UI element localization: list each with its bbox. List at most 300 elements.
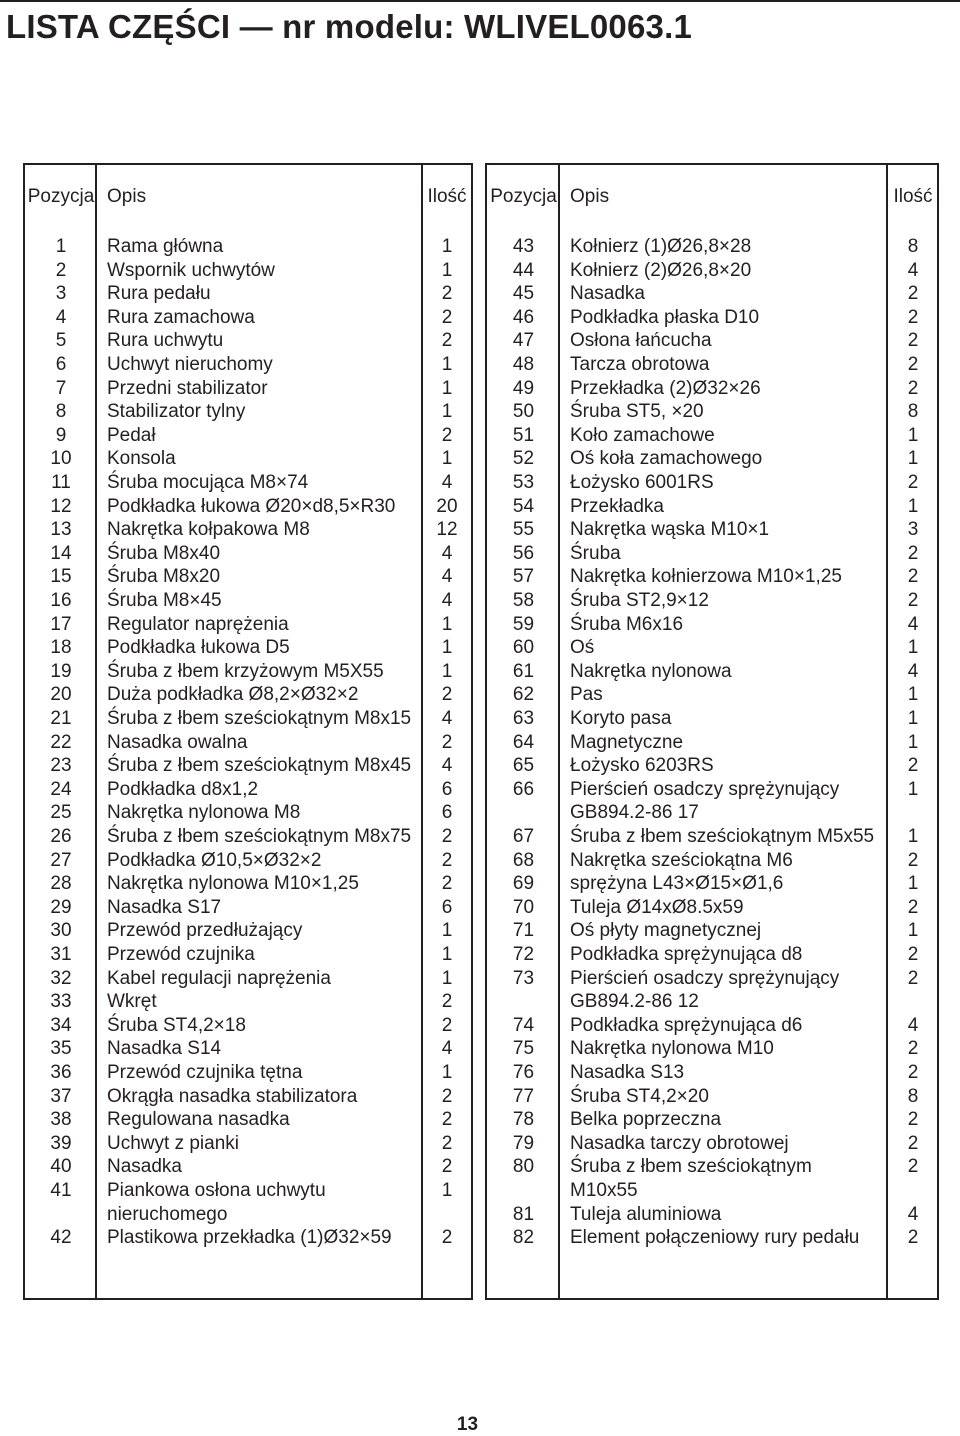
table-row — [487, 377, 937, 401]
description-cell: Podkładka sprężynująca d6 — [570, 1014, 803, 1036]
table-row — [487, 707, 937, 731]
description-cell: Śruba — [570, 542, 621, 564]
quantity-cell: 1 — [441, 401, 453, 423]
quantity-cell: 20 — [436, 495, 458, 517]
table-row — [487, 542, 937, 566]
quantity-cell: 2 — [907, 330, 919, 352]
description-cell: Przewód przedłużający — [107, 920, 303, 942]
table-header — [25, 185, 471, 211]
position-cell: 71 — [512, 920, 535, 942]
description-cell: Podkładka łukowa Ø20×d8,5×R30 — [107, 495, 396, 517]
position-cell: 52 — [512, 448, 535, 470]
position-cell: 7 — [55, 377, 67, 399]
quantity-cell: 1 — [907, 684, 919, 706]
table-row — [25, 282, 471, 306]
description-cell: Oś płyty magnetycznej — [570, 920, 762, 942]
quantity-cell: 4 — [907, 1203, 919, 1225]
position-cell: 9 — [55, 424, 67, 446]
position-cell: 11 — [51, 472, 71, 493]
quantity-cell: 1 — [907, 920, 919, 942]
quantity-cell: 2 — [441, 826, 453, 847]
quantity-cell: 1 — [907, 731, 919, 753]
position-cell: 54 — [512, 495, 535, 517]
description-cell: Duża podkładka Ø8,2×Ø32×2 — [107, 684, 359, 706]
quantity-cell: 1 — [907, 778, 919, 800]
description-cell-continued: nieruchomego — [107, 1203, 228, 1225]
quantity-cell: 4 — [441, 708, 453, 729]
position-cell: 78 — [512, 1109, 535, 1131]
table-row — [487, 1037, 937, 1061]
position-cell: 40 — [50, 1156, 72, 1178]
description-cell: Śruba ST4,2×18 — [107, 1014, 246, 1036]
header-position: Pozycja — [27, 186, 95, 207]
position-cell: 34 — [50, 1014, 72, 1036]
description-cell: Nasadka S13 — [570, 1062, 685, 1083]
description-cell: Nasadka — [107, 1156, 182, 1178]
description-cell: Śruba z łbem krzyżowym M5X55 — [107, 660, 384, 682]
quantity-cell: 4 — [907, 259, 919, 281]
position-cell: 82 — [512, 1227, 535, 1249]
position-cell: 76 — [512, 1062, 535, 1083]
quantity-cell: 1 — [441, 259, 453, 281]
quantity-cell: 2 — [907, 283, 919, 305]
description-cell: Przedni stabilizator — [107, 377, 268, 399]
table-row — [487, 660, 937, 684]
position-cell: 70 — [512, 896, 535, 918]
quantity-cell: 8 — [907, 401, 919, 423]
description-cell: Przewód czujnika tętna — [107, 1062, 303, 1083]
position-cell: 57 — [512, 566, 535, 588]
table-row — [25, 377, 471, 401]
table-row — [487, 1108, 937, 1132]
position-cell: 13 — [50, 519, 72, 541]
quantity-cell: 2 — [907, 755, 919, 777]
position-cell: 62 — [512, 684, 535, 706]
table-row — [25, 967, 471, 991]
header-quantity: Ilość — [893, 186, 933, 207]
description-cell: Kabel regulacji naprężenia — [107, 967, 331, 989]
table-row — [487, 825, 937, 849]
table-row — [487, 1203, 937, 1227]
table-row — [487, 1132, 937, 1156]
table-row — [487, 967, 937, 1014]
quantity-cell: 8 — [907, 1085, 919, 1107]
table-row — [25, 353, 471, 377]
quantity-cell: 2 — [441, 1132, 453, 1154]
table-row — [487, 1226, 937, 1250]
description-cell: Konsola — [107, 448, 176, 470]
quantity-cell: 2 — [441, 873, 453, 895]
header-quantity: Ilość — [427, 186, 467, 207]
table-row — [25, 943, 471, 967]
position-cell: 39 — [50, 1132, 72, 1154]
quantity-cell: 1 — [441, 354, 453, 375]
description-cell: Wkręt — [107, 991, 157, 1013]
position-cell: 77 — [512, 1085, 535, 1107]
position-cell: 36 — [50, 1062, 72, 1083]
position-cell: 61 — [512, 660, 535, 682]
table-row — [487, 1061, 937, 1085]
position-cell: 6 — [55, 354, 67, 375]
description-cell: Tuleja aluminiowa — [570, 1203, 722, 1225]
description-cell: Śruba z łbem sześciokątnym M8x75 — [107, 826, 412, 847]
quantity-cell: 2 — [441, 1156, 453, 1178]
position-cell: 35 — [50, 1038, 72, 1060]
quantity-cell: 2 — [907, 377, 919, 399]
table-row — [25, 731, 471, 755]
description-cell: Koryto pasa — [570, 708, 672, 729]
table-row — [487, 754, 937, 778]
position-cell: 50 — [512, 401, 535, 423]
table-row — [487, 565, 937, 589]
position-cell: 33 — [50, 991, 72, 1013]
description-cell: Kołnierz (1)Ø26,8×28 — [570, 236, 752, 257]
table-row — [487, 636, 937, 660]
position-cell: 81 — [512, 1203, 535, 1225]
description-cell-continued: GB894.2-86 12 — [570, 991, 699, 1013]
table-row — [25, 707, 471, 731]
position-cell: 56 — [512, 542, 535, 564]
description-cell: Magnetyczne — [570, 731, 684, 753]
quantity-cell: 2 — [441, 283, 453, 305]
quantity-cell: 4 — [441, 472, 453, 493]
position-cell: 73 — [512, 967, 535, 989]
table-row — [25, 1014, 471, 1038]
quantity-cell: 2 — [907, 849, 919, 871]
description-cell: Śruba ST4,2×20 — [570, 1085, 709, 1107]
table-row — [25, 754, 471, 778]
description-cell: Łożysko 6203RS — [570, 755, 714, 777]
description-cell: Tuleja Ø14xØ8.5x59 — [570, 896, 744, 918]
position-cell: 48 — [512, 354, 535, 375]
position-cell: 41 — [50, 1180, 72, 1201]
table-row — [25, 589, 471, 613]
header-position: Pozycja — [490, 186, 557, 207]
description-cell: Plastikowa przekładka (1)Ø32×59 — [107, 1227, 392, 1249]
quantity-cell: 2 — [907, 1109, 919, 1131]
table-row — [25, 1179, 471, 1226]
description-cell: Regulowana nasadka — [107, 1109, 290, 1131]
description-cell: Belka poprzeczna — [570, 1109, 722, 1131]
position-cell: 21 — [50, 708, 72, 729]
table-row — [487, 896, 937, 920]
description-cell: Nakrętka nylonowa M10×1,25 — [107, 873, 359, 895]
description-cell: sprężyna L43×Ø15×Ø1,6 — [570, 873, 784, 895]
position-cell: 26 — [50, 826, 72, 847]
table-row — [487, 447, 937, 471]
quantity-cell: 2 — [907, 1038, 919, 1060]
quantity-cell: 1 — [441, 1062, 453, 1083]
description-cell: Piankowa osłona uchwytu — [107, 1180, 326, 1201]
description-cell: Podkładka płaska D10 — [570, 306, 760, 328]
description-cell: Rura pedału — [107, 283, 211, 305]
table-row — [25, 495, 471, 519]
quantity-cell: 4 — [907, 613, 919, 635]
quantity-cell: 2 — [907, 896, 919, 918]
position-cell: 19 — [50, 660, 72, 682]
position-cell: 1 — [55, 236, 67, 257]
position-cell: 43 — [512, 236, 535, 257]
position-cell: 32 — [50, 967, 72, 989]
quantity-cell: 2 — [907, 306, 919, 328]
table-row — [25, 636, 471, 660]
description-cell: Śruba M6x16 — [570, 613, 684, 635]
description-cell: Śruba ST5, ×20 — [570, 401, 704, 423]
quantity-cell: 2 — [907, 967, 919, 989]
position-cell: 14 — [50, 542, 72, 564]
position-cell: 69 — [512, 873, 535, 895]
table-row — [25, 919, 471, 943]
description-cell: Łożysko 6001RS — [570, 472, 714, 493]
table-row — [487, 400, 937, 424]
table-row — [25, 1037, 471, 1061]
position-cell: 31 — [50, 944, 72, 965]
table-row — [487, 471, 937, 495]
quantity-cell: 2 — [441, 849, 453, 871]
position-cell: 17 — [50, 613, 72, 635]
table-row — [25, 329, 471, 353]
quantity-cell: 1 — [441, 944, 453, 965]
table-row — [25, 1061, 471, 1085]
description-cell: Śruba mocująca M8×74 — [107, 472, 309, 493]
quantity-cell: 2 — [441, 306, 453, 328]
quantity-cell: 4 — [907, 660, 919, 682]
position-cell: 37 — [50, 1085, 72, 1107]
quantity-cell: 1 — [441, 448, 453, 470]
position-cell: 72 — [512, 944, 535, 965]
quantity-cell: 2 — [441, 1227, 453, 1249]
description-cell: Koło zamachowe — [570, 424, 715, 446]
description-cell: Nakrętka nylonowa — [570, 660, 732, 682]
table-row — [25, 990, 471, 1014]
position-cell: 3 — [55, 283, 67, 305]
table-row — [25, 1155, 471, 1179]
quantity-cell: 2 — [907, 1062, 919, 1083]
position-cell: 49 — [512, 377, 535, 399]
page-title: LISTA CZĘŚCI — nr modelu: WLIVEL0063.1 — [6, 8, 693, 45]
table-row — [25, 778, 471, 802]
position-cell: 55 — [512, 519, 535, 541]
quantity-cell: 1 — [907, 637, 919, 659]
quantity-cell: 2 — [907, 566, 919, 588]
table-row — [25, 1226, 471, 1250]
quantity-cell: 1 — [441, 613, 453, 635]
header-description: Opis — [570, 186, 610, 207]
position-cell: 66 — [512, 778, 535, 800]
description-cell: Śruba M8x40 — [107, 542, 221, 564]
position-cell: 12 — [50, 495, 72, 517]
quantity-cell: 2 — [907, 472, 919, 493]
quantity-cell: 1 — [441, 660, 453, 682]
description-cell: Przekładka (2)Ø32×26 — [570, 377, 761, 399]
description-cell: Śruba ST2,9×12 — [570, 590, 709, 611]
description-cell: Nasadka tarczy obrotowej — [570, 1132, 789, 1154]
position-cell: 29 — [50, 896, 72, 918]
position-cell: 38 — [50, 1109, 72, 1131]
description-cell: Śruba M8×45 — [107, 590, 222, 611]
table-row — [487, 919, 937, 943]
quantity-cell: 4 — [441, 1038, 453, 1060]
page-number: 13 — [456, 1414, 479, 1435]
table-row — [487, 872, 937, 896]
table-row — [487, 235, 937, 259]
table-row — [487, 329, 937, 353]
position-cell: 65 — [512, 755, 535, 777]
quantity-cell: 2 — [441, 1109, 453, 1131]
table-row — [487, 259, 937, 283]
quantity-cell: 1 — [441, 967, 453, 989]
quantity-cell: 2 — [907, 590, 919, 611]
description-cell: Uchwyt nieruchomy — [107, 354, 273, 375]
table-row — [25, 683, 471, 707]
position-cell: 53 — [512, 472, 535, 493]
position-cell: 24 — [50, 778, 72, 800]
quantity-cell: 1 — [441, 236, 453, 257]
quantity-cell: 4 — [441, 590, 453, 611]
position-cell: 30 — [50, 920, 72, 942]
table-row — [487, 1155, 937, 1202]
header-description: Opis — [107, 186, 147, 207]
table-row — [25, 565, 471, 589]
description-cell: Regulator naprężenia — [107, 613, 289, 635]
description-cell: Nakrętka kołnierzowa M10×1,25 — [570, 566, 842, 588]
description-cell: Nasadka S17 — [107, 896, 222, 918]
description-cell: Podkładka łukowa D5 — [107, 637, 290, 659]
table-row — [25, 471, 471, 495]
table-row — [487, 778, 937, 825]
quantity-cell: 1 — [907, 495, 919, 517]
position-cell: 28 — [50, 873, 72, 895]
description-cell: Śruba M8x20 — [107, 566, 221, 588]
table-row — [25, 660, 471, 684]
description-cell: Oś — [570, 637, 595, 659]
description-cell: Pedał — [107, 424, 156, 446]
table-row — [487, 495, 937, 519]
quantity-cell: 2 — [441, 731, 453, 753]
position-cell: 8 — [55, 401, 67, 423]
position-cell: 67 — [512, 826, 535, 847]
quantity-cell: 6 — [441, 802, 453, 824]
position-cell: 10 — [50, 448, 72, 470]
table-row — [25, 872, 471, 896]
quantity-cell: 2 — [441, 1085, 453, 1107]
description-cell: Podkładka Ø10,5×Ø32×2 — [107, 849, 322, 871]
table-row — [487, 849, 937, 873]
position-cell: 2 — [55, 259, 67, 281]
quantity-cell: 2 — [441, 1014, 453, 1036]
position-cell: 44 — [512, 259, 535, 281]
table-row — [25, 542, 471, 566]
table-row — [487, 282, 937, 306]
description-cell: Śruba z łbem sześciokątnym M8x15 — [107, 708, 412, 729]
table-row — [25, 825, 471, 849]
position-cell: 46 — [512, 306, 535, 328]
quantity-cell: 2 — [441, 684, 453, 706]
quantity-cell: 2 — [907, 1132, 919, 1154]
position-cell: 60 — [512, 637, 535, 659]
table-row — [25, 1108, 471, 1132]
description-cell: Pierścień osadczy sprężynujący — [570, 967, 840, 989]
table-row — [25, 1085, 471, 1109]
table-row — [487, 613, 937, 637]
quantity-cell: 1 — [907, 873, 919, 895]
table-row — [25, 801, 471, 825]
quantity-cell: 1 — [907, 708, 919, 729]
description-cell: Rura uchwytu — [107, 330, 224, 352]
description-cell: Tarcza obrotowa — [570, 354, 710, 375]
description-cell: Nakrętka wąska M10×1 — [570, 519, 770, 541]
description-cell: Pierścień osadczy sprężynujący — [570, 778, 840, 800]
position-cell: 64 — [512, 731, 535, 753]
quantity-cell: 4 — [441, 542, 453, 564]
description-cell: Nakrętka kołpakowa M8 — [107, 519, 310, 541]
quantity-cell: 2 — [907, 1156, 919, 1178]
description-cell: Nakrętka nylonowa M10 — [570, 1038, 774, 1060]
quantity-cell: 2 — [907, 944, 919, 965]
description-cell: Śruba z łbem sześciokątnym M5x55 — [570, 826, 875, 847]
position-cell: 16 — [50, 590, 72, 611]
position-cell: 45 — [512, 283, 535, 305]
quantity-cell: 1 — [441, 1180, 453, 1201]
quantity-cell: 8 — [907, 236, 919, 257]
quantity-cell: 2 — [441, 330, 453, 352]
table-row — [487, 731, 937, 755]
table-row — [25, 896, 471, 920]
quantity-cell: 6 — [441, 778, 453, 800]
table-row — [25, 400, 471, 424]
table-row — [25, 849, 471, 873]
description-cell: Śruba z łbem sześciokątnym — [570, 1156, 812, 1178]
position-cell: 47 — [512, 330, 535, 352]
position-cell: 18 — [50, 637, 72, 659]
description-cell: Okrągła nasadka stabilizatora — [107, 1085, 358, 1107]
top-rule — [0, 0, 960, 2]
position-cell: 4 — [55, 306, 67, 328]
table-row — [487, 306, 937, 330]
description-cell: Element połączeniowy rury pedału — [570, 1227, 860, 1249]
description-cell: Wspornik uchwytów — [107, 259, 275, 281]
parts-table-right — [485, 163, 939, 1300]
description-cell: Nasadka — [570, 283, 645, 305]
quantity-cell: 2 — [907, 354, 919, 375]
description-cell: Rama główna — [107, 236, 224, 257]
position-cell: 27 — [50, 849, 72, 871]
table-row — [487, 683, 937, 707]
position-cell: 42 — [50, 1227, 72, 1249]
position-cell: 5 — [55, 330, 67, 352]
table-row — [25, 447, 471, 471]
description-cell: Podkładka sprężynująca d8 — [570, 944, 803, 965]
position-cell: 15 — [50, 566, 72, 588]
table-row — [25, 1132, 471, 1156]
quantity-cell: 1 — [441, 377, 453, 399]
position-cell: 20 — [50, 684, 72, 706]
quantity-cell: 4 — [907, 1014, 919, 1036]
description-cell: Kołnierz (2)Ø26,8×20 — [570, 259, 752, 281]
table-row — [487, 424, 937, 448]
table-row — [487, 353, 937, 377]
table-row — [25, 613, 471, 637]
quantity-cell: 3 — [907, 519, 919, 541]
position-cell: 63 — [512, 708, 535, 729]
quantity-cell: 2 — [907, 542, 919, 564]
description-cell: Nasadka S14 — [107, 1038, 222, 1060]
table-row — [25, 424, 471, 448]
position-cell: 59 — [512, 613, 535, 635]
quantity-cell: 6 — [441, 896, 453, 918]
description-cell-continued: GB894.2-86 17 — [570, 802, 699, 824]
position-cell: 68 — [512, 849, 535, 871]
